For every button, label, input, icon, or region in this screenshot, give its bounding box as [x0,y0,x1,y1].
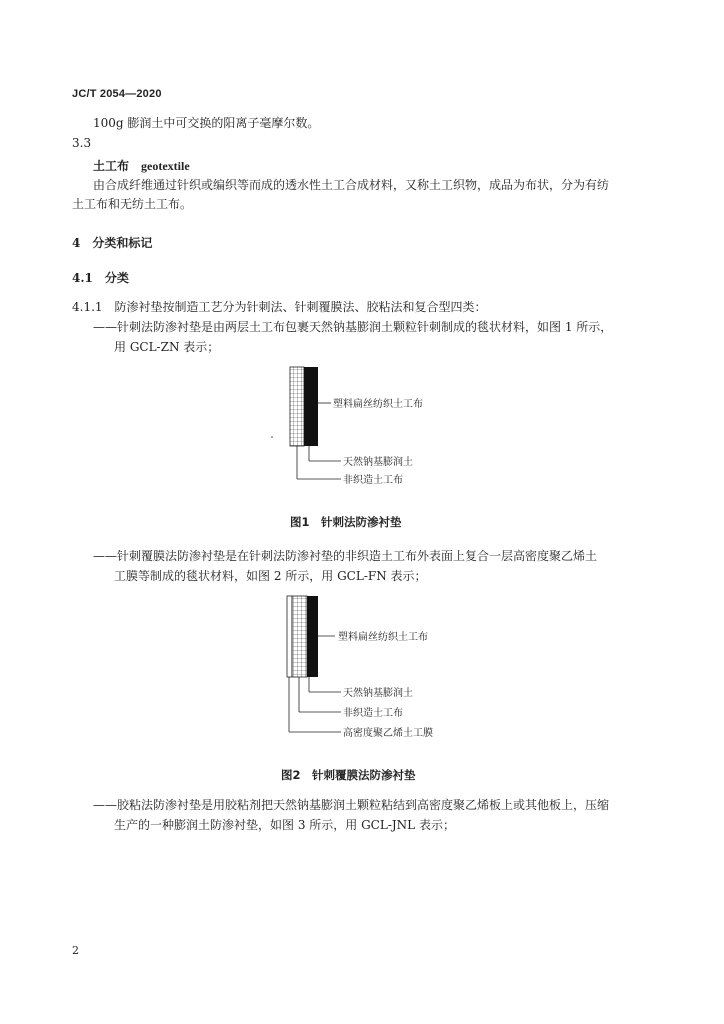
page-number: 2 [72,944,79,957]
standard-number: JC/T 2054—2020 [72,88,162,100]
item1-line2: 用 GCL-ZN 表示； [114,340,220,354]
woven-layer [304,367,318,446]
term-definition-line1: 由合成纤维通过针织或编织等而成的透水性土工合成材料，又称土工织物，成品为布状，分为有纺 [93,178,610,192]
term-title [93,157,190,174]
term-title-zh: 土工布 [93,159,130,173]
nonwoven-layer [290,367,304,446]
figure1-diagram [265,365,465,490]
term-definition-line2: 土工布和无纺土工布。 [72,197,193,211]
figure2-label-bentonite: 天然钠基膨润土 [343,688,413,699]
item2-line1: ——针刺覆膜法防渗衬垫是在针刺法防渗衬垫的非织造土工布外表面上复合一层高密度聚乙烯土 [93,549,598,563]
nonwoven-layer [292,596,307,677]
figure1-label-bentonite: 天然钠基膨润土 [343,457,413,468]
figure2-label-woven: 塑料扁丝纺织土工布 [338,632,428,643]
figure1-label-woven: 塑料扁丝纺织土工布 [333,399,423,410]
stray-dot [271,436,273,438]
item3-line1: ——胶粘法防渗衬垫是用胶粘剂把天然钠基膨润土颗粒粘结到高密度聚乙烯板上或其他板上，压缩 [93,798,610,812]
item2-line2: 工膜等制成的毯状材料，如图 2 所示，用 GCL-FN 表示； [114,569,427,583]
figure2-label-nonwoven: 非织造土工布 [343,708,403,719]
item1-line1: ——针刺法防渗衬垫是由两层土工布包裹天然钠基膨润土颗粒针刺制成的毯状材料，如图 1 所示， [93,320,613,334]
hdpe-membrane-layer [287,596,292,677]
section-4-heading: 4 分类和标记 [72,236,153,250]
section-4-1-1-text: 4.1.1 防渗衬垫按制造工艺分为针刺法、针刺覆膜法、胶粘法和复合型四类： [72,300,487,314]
section-4-1-heading: 4.1 分类 [72,271,129,285]
woven-layer [307,596,318,677]
figure1-caption: 图1 针刺法防渗衬垫 [290,515,402,529]
figure2-label-hdpe: 高密度聚乙烯土工膜 [343,728,433,739]
figure2-diagram [265,594,465,744]
item3-line2: 生产的一种膨润土防渗衬垫，如图 3 所示，用 GCL-JNL 表示； [114,818,455,832]
section-number-3-3: 3.3 [72,136,92,150]
figure2-caption: 图2 针刺覆膜法防渗衬垫 [281,768,416,782]
figure1-label-nonwoven: 非织造土工布 [343,475,403,486]
paragraph-definition-cont: 100g 膨润土中可交换的阳离子毫摩尔数。 [93,116,320,130]
term-title-en: geotextile [141,159,190,173]
